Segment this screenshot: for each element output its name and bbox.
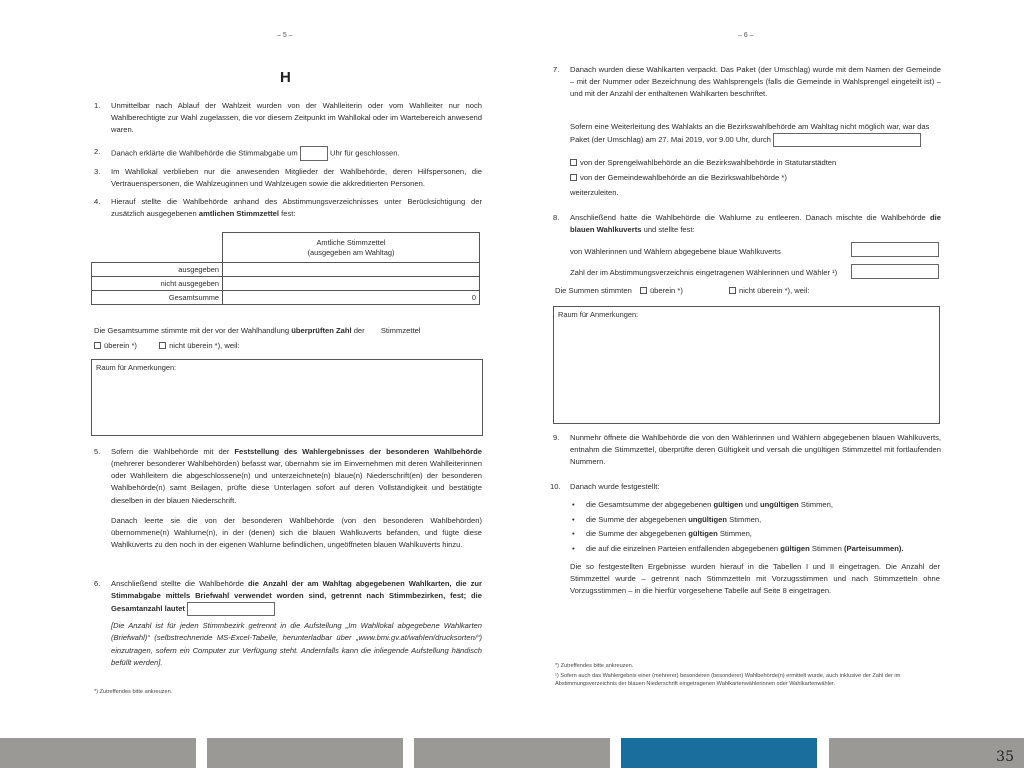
nav-segment-1 [0, 738, 196, 768]
registered-voters-label: Zahl der im Abstimmungsverzeichnis eingetragenen Wählerinnen und Wähler ¹) [570, 268, 838, 277]
sums-check: Die Summen stimmten überein *) nicht überein *), weil: [555, 286, 810, 295]
footnote-left: *) Zutreffendes bitte ankreuzen. [94, 689, 173, 695]
list-item-5: 5. Sofern die Wahlbehörde mit der Feststellung des Wahlergebnisses der besonderen Wahlbehörde (mehrerer besonderer Wahlbehörden) befasst war, übernahm sie im Einvernehmen mit deren Wahlleiterinnen oder Wahlleitern die abgeschlossene(n) und unterzeichnete(n) blaue(n) Niederschrift(en) der besonderen Wahlbehörde(n) samt Beilagen, prüfte diese Unterlagen sofort auf deren Vollständigkeit und bestätigte dieselben in der blauen Niederschrift. Danach leerte sie die von der besonderen Wahlbehörde (von den besonderen Wahlbehörden) übernommene(n) Wahlurne(n), in der (denen) sich die blauen Wahlkuverts befanden, und fügte diese Wahlkuverts zu den noch in der eigenen Wahlurne befindlichen, ungeöffneten blauen Wahlkuverts hinzu. [94, 447, 482, 549]
ballot-table [91, 232, 480, 305]
remarks-box-right[interactable]: Raum für Anmerkungen: [553, 306, 940, 424]
blue-envelopes-field[interactable] [851, 242, 939, 257]
nav-segment-5 [829, 738, 1024, 768]
slide-number: 35 [996, 749, 1014, 765]
list-item: • die Summe der abgegebenen ungültigen Stimmen, [572, 515, 762, 524]
nav-segment-3 [414, 738, 610, 768]
total-count-cell: 0 [223, 291, 480, 305]
list-item: • die Summe der abgegebenen gültigen Stimmen, [572, 529, 752, 538]
closing-time-field[interactable] [300, 146, 328, 161]
option-a-checkbox[interactable] [570, 159, 577, 166]
sums-agree-checkbox[interactable] [640, 287, 647, 294]
section-heading: H [280, 69, 291, 86]
wahlkarten-total-field[interactable] [187, 602, 275, 616]
list-item-7: 7. Danach wurden diese Wahlkarten verpackt. Das Paket (der Umschlag) wurde mit dem Namen der Gemeinde – mit der Nummer oder Bezeichnung des Wahlsprengels (falls die Gemeinde in Wahlsprengel eingeteilt ist) – und mit der Anzahl der enthaltenen Wahlkarten beschriftet. [553, 65, 941, 99]
sums-disagree-checkbox[interactable] [729, 287, 736, 294]
forwarding-option-a: von der Sprengelwahlbehörde an die Bezirkswahlbehörde in Statutarstädten [570, 157, 836, 169]
page-number-left: – 5 – [277, 32, 293, 39]
sum-check-text: Die Gesamtsumme stimmte mit der vor der Wahlhandlung überprüften Zahl der Stimmzettel [94, 326, 421, 335]
list-item-8: 8. Anschließend hatte die Wahlbehörde die Wahlurne zu entleeren. Danach mischte die Wahlbehörde die blauen Wahlkuverts und stellte fest: [553, 213, 941, 235]
nav-segment-4-active [621, 738, 817, 768]
list-item-2: 2. Danach erklärte die Wahlbehörde die Stimmabgabe um Uhr für geschlossen. [94, 146, 482, 161]
ballot-table-header: Amtliche Stimmzettel (ausgegeben am Wahltag) [223, 233, 480, 263]
option-b-checkbox[interactable] [570, 174, 577, 181]
nav-segment-2 [207, 738, 403, 768]
table-row: Gesamtsumme 0 [92, 291, 480, 305]
blue-envelopes-label: von Wählerinnen und Wählern abgegebene blaue Wahlkuverts [570, 247, 781, 256]
results-text: Die so festgestellten Ergebnisse wurden hierauf in die Tabellen I und II eingetragen. Die Anzahl der Stimmzettel wurde – getrennt nach Stimmzetteln mit Vorzugsstimmen und nach Stimmzetteln ohne Vorzugsstimmen – in die hierfür vorgesehene Tabelle auf Seite 8 eingetragen. [570, 562, 940, 596]
forwarded-text: weiterzuleiten. [570, 188, 619, 197]
sum-check-options: überein *) nicht überein *), weil: [94, 340, 240, 352]
table-row: ausgegeben [92, 263, 480, 277]
list-item-3: 3. Im Wahllokal verblieben nur die anwesenden Mitglieder der Wahlbehörde, deren Hilfspersonen, die Vertrauenspersonen, die Wahlzeuginnen und Wahlzeugen sowie die akkreditierten Personen. [94, 167, 482, 189]
remarks-box-left[interactable]: Raum für Anmerkungen: [91, 359, 483, 436]
forwarder-field[interactable] [773, 133, 921, 147]
page-number-right: – 6 – [738, 32, 754, 39]
list-item-6: 6. Anschließend stellte die Wahlbehörde die Anzahl der am Wahltag abgegebenen Wahlkarten, die zur Stimmabgabe mittels Briefwahl verwendet worden sind, getrennt nach Stimmbezirken, fest; die Gesamtanzahl lautet [Die Anzahl ist für jeden Stimmbezirk getrennt in die Aufstellung „Im Wahllokal abgegebene Wahlkarten (Briefwahl)“ (selbstrechnende MS-Excel-Tabelle, herunterladbar über „www.bmi.gv.at/wahlen/drucksorten/“) einzutragen, sofern ein Computer zur Verfügung steht. Andernfalls kann die inliegende Aufstellung händisch befüllt werden]. [94, 579, 482, 667]
agree-checkbox[interactable] [94, 342, 101, 349]
footnote-right-1: *) Zutreffendes bitte ankreuzen. [555, 663, 634, 669]
issued-count-cell[interactable] [223, 263, 480, 277]
footnote-right-2: ¹) Sofern auch das Wahlergebnis einer (mehrerer) besonderen (besonderer) Wahlbehörde(n) ermittelt wurde, auch inklusive der Zahl der im Abstimmungsverzeichnis der blauen Niederschrift eingetragenen Wahlkartenwählerinnen oder Wahlkartenwähler. [555, 673, 901, 688]
forwarding-option-b: von der Gemeindewahlbehörde an die Bezirkswahlbehörde *) [570, 172, 787, 184]
list-item: • die Gesamtsumme der abgegebenen gültigen und ungültigen Stimmen, [572, 500, 833, 509]
registered-voters-field[interactable] [851, 264, 939, 279]
table-row: nicht ausgegeben [92, 277, 480, 291]
list-item-1: 1. Unmittelbar nach Ablauf der Wahlzeit wurden von der Wahlleiterin oder vom Wahlleiter nur noch Wahlberechtigte zur Wahl zugelassen, die vor diesem Zeitpunkt im Wahllokal oder im Wartebereich anwesend waren. [94, 101, 482, 135]
disagree-checkbox[interactable] [159, 342, 166, 349]
list-item: • die auf die einzelnen Parteien entfallenden abgegebenen gültigen Stimmen (Parteisummen). [572, 544, 904, 553]
list-item-4: 4. Hierauf stellte die Wahlbehörde anhand des Abstimmungsverzeichnisses unter Berücksichtigung der zusätzlich ausgegebenen amtlichen Stimmzettel fest: [94, 197, 482, 219]
not-issued-count-cell[interactable] [223, 277, 480, 291]
list-item-9: 9. Nunmehr öffnete die Wahlbehörde die von den Wählerinnen und Wählern abgegebenen blauen Wahlkuverts, entnahm die Stimmzettel, überprüfte deren Gültigkeit und versah die ungültigen Stimmzettel mit fortlaufenden Nummern. [553, 433, 941, 467]
forwarding-text: Sofern eine Weiterleitung des Wahlakts an die Bezirkswahlbehörde am Wahltag nicht möglich war, war das Paket (der Umschlag) am 27. Mai 2019, vor 9.00 Uhr, durch [570, 121, 940, 147]
list-item-10: 10. Danach wurde festgestellt: [550, 482, 660, 491]
